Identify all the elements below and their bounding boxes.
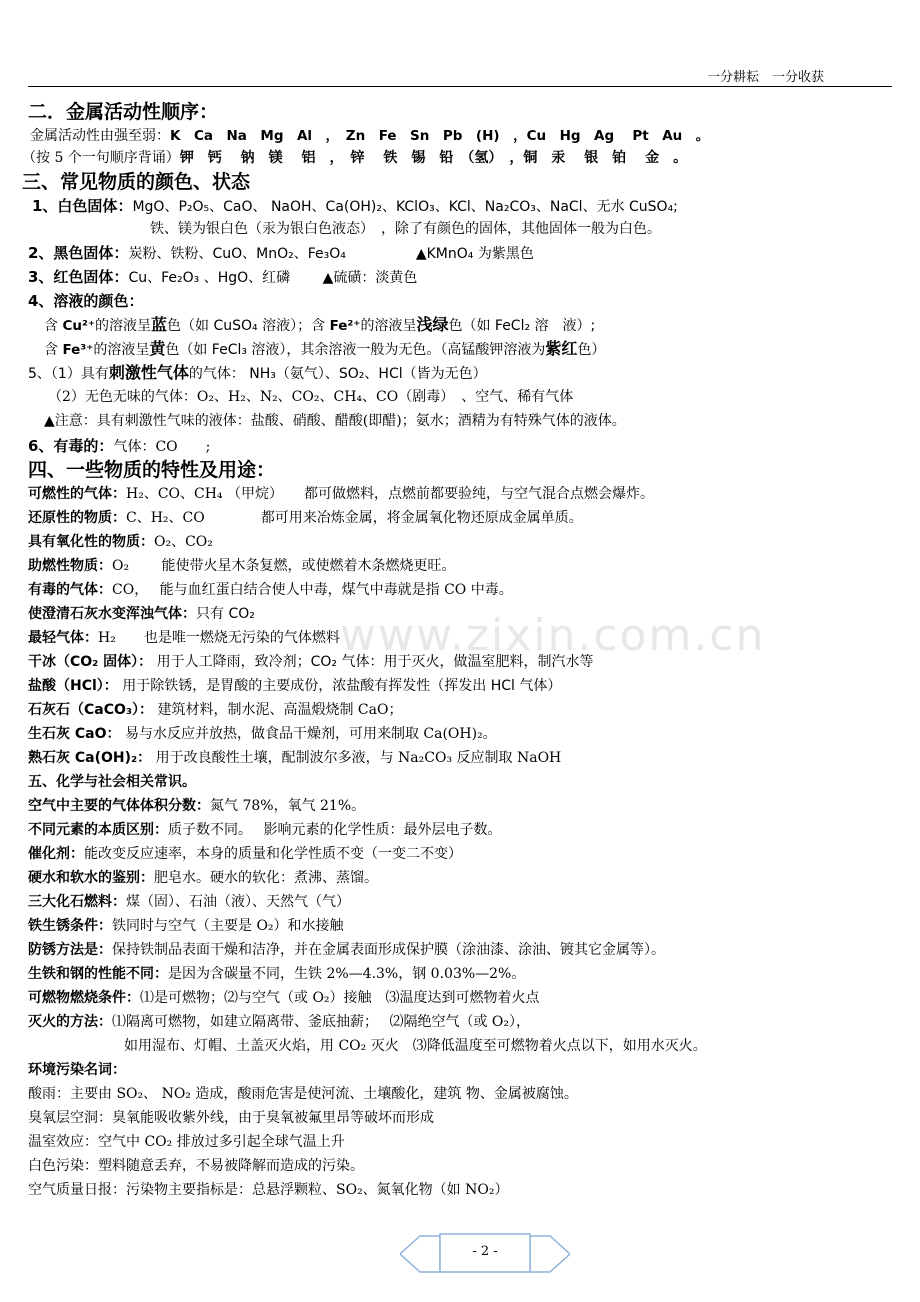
text-line: 五、化学与社会相关常识。 — [28, 774, 196, 790]
text-line: 环境污染名词： — [28, 1062, 126, 1078]
text-line: 石灰石（CaCO₃）： 建筑材料，制水泥、高温煅烧制 CaO； — [28, 702, 403, 718]
text-line: 最轻气体：H₂ 也是唯一燃烧无污染的气体燃料 — [28, 630, 340, 646]
text-line: 有毒的气体：CO， 能与血红蛋白结合使人中毒，煤气中毒就是指 CO 中毒。 — [28, 582, 513, 598]
text-line: 生铁和钢的性能不同：是因为含碳量不同，生铁 2%—4.3%，钢 0.03%—2%。 — [28, 966, 526, 982]
text-line: 防锈方法是：保持铁制品表面干燥和洁净，并在金属表面形成保护膜（涂油漆、涂油、镀其它金属等）。 — [28, 942, 665, 958]
text-line: 灭火的方法：⑴隔离可燃物，如建立隔离带、釜底抽薪； ⑵隔绝空气（或 O₂）， — [28, 1014, 530, 1030]
section-heading: 四、一些物质的特性及用途： — [28, 459, 276, 481]
text-line: 6、有毒的：气体：CO ; — [28, 437, 211, 455]
text-line: 臭氧层空洞：臭氧能吸收紫外线，由于臭氧被氟里昂等破坏而形成 — [28, 1110, 434, 1126]
text-line: 可燃性的气体：H₂、CO、CH₄ （甲烷） 都可做燃料，点燃前都要验纯，与空气混合点燃会爆炸。 — [28, 486, 654, 502]
text-line: 空气质量日报：污染物主要指标是：总悬浮颗粒、SO₂、氮氧化物（如 NO₂） — [28, 1182, 509, 1198]
text-line: 不同元素的本质区别：质子数不同。 影响元素的化学性质：最外层电子数。 — [28, 822, 502, 838]
text-line: 含 Fe³⁺的溶液呈黄色（如 FeCl₃ 溶液），其余溶液一般为无色。（高锰酸钾溶液为紫红色） — [44, 339, 606, 358]
text-line: 盐酸（HCl）： 用于除铁锈，是胃酸的主要成份，浓盐酸有挥发性（挥发出 HCl 气体） — [28, 678, 562, 694]
text-line: 含 Cu²⁺的溶液呈蓝色（如 CuSO₄ 溶液）；含 Fe²⁺的溶液呈浅绿色（如 FeCl₂ 溶 液）; — [44, 315, 596, 334]
section-heading: 三、常见物质的颜色、状态 — [22, 171, 251, 193]
section-heading: 二．金属活动性顺序： — [28, 101, 219, 123]
page-number: - 2 - — [472, 1244, 498, 1259]
text-line: 三大化石燃料：煤（固）、石油（液）、天然气（气） — [28, 894, 350, 910]
page-number-banner — [400, 1230, 570, 1276]
text-line: 4、溶液的颜色： — [28, 292, 144, 310]
text-line: 使澄清石灰水变浑浊气体：只有 CO₂ — [28, 606, 255, 622]
text-line: （按 5 个一句顺序背诵）钾 钙 钠 镁 铝 ， 锌 铁 锡 铅 （氢） ，铜 汞 银 铂 金 。 — [22, 150, 688, 166]
text-line: 金属活动性由强至弱：K Ca Na Mg Al ， Zn Fe Sn Pb (H) ，Cu Hg Ag Pt Au 。 — [30, 128, 710, 144]
header-motto: 一分耕耘 一分收获 — [706, 70, 824, 85]
text-line: 熟石灰 Ca(OH)₂： 用于改良酸性土壤，配制波尔多液，与 Na₂CO₃ 反应制取 NaOH — [28, 750, 562, 766]
text-line: 干冰（CO₂ 固体）： 用于人工降雨，致冷剂；CO₂ 气体：用于灭火，做温室肥料，制汽水等 — [28, 654, 594, 670]
text-line: 2、黑色固体：炭粉、铁粉、CuO、MnO₂、Fe₃O₄ ▲KMnO₄ 为紫黑色 — [28, 244, 534, 262]
watermark: www.zixin.com.cn — [340, 610, 766, 661]
text-line: 还原性的物质：C、H₂、CO 都可用来冶炼金属，将金属氧化物还原成金属单质。 — [28, 510, 583, 526]
text-line: 3、红色固体：Cu、Fe₂O₃ 、HgO、红磷 ▲硫磺：淡黄色 — [28, 268, 418, 286]
text-line: 硬水和软水的鉴别：肥皂水。硬水的软化：煮沸、蒸馏。 — [28, 870, 378, 886]
text-line: （2）无色无味的气体：O₂、H₂、N₂、CO₂、CH₄、CO（剧毒） 、空气、稀有气体 — [48, 389, 574, 405]
text-line: 可燃物燃烧条件：⑴是可燃物；⑵与空气（或 O₂）接触 ⑶温度达到可燃物着火点 — [28, 990, 540, 1006]
text-line: 铁生锈条件：铁同时与空气（主要是 O₂）和水接触 — [28, 918, 344, 934]
text-line: 如用湿布、灯帽、土盖灭火焰，用 CO₂ 灭火 ⑶降低温度至可燃物着火点以下，如用水灭火。 — [124, 1038, 707, 1054]
header-rule — [28, 86, 892, 87]
text-line: 助燃性物质：O₂ 能使带火星木条复燃，或使燃着木条燃烧更旺。 — [28, 558, 456, 574]
text-line: 温室效应：空气中 CO₂ 排放过多引起全球气温上升 — [28, 1134, 345, 1150]
text-line: 5、（1）具有刺激性气体的气体： NH₃（氨气）、SO₂、HCl（皆为无色） — [28, 363, 487, 382]
text-line: ▲注意：具有刺激性气味的液体：盐酸、硝酸、醋酸(即醋)；氨水；酒精为有特殊气体的液体。 — [44, 413, 626, 429]
text-line: 空气中主要的气体体积分数：氮气 78%，氧气 21%。 — [28, 798, 366, 814]
text-line: 催化剂：能改变反应速率，本身的质量和化学性质不变（一变二不变） — [28, 846, 462, 862]
text-line: 酸雨：主要由 SO₂、 NO₂ 造成，酸雨危害是使河流、土壤酸化，建筑 物、金属被腐蚀。 — [28, 1086, 578, 1102]
text-line: 具有氧化性的物质：O₂、CO₂ — [28, 534, 213, 550]
text-line: 1、白色固体：MgO、P₂O₅、CaO、 NaOH、Ca(OH)₂、KClO₃、KCl、Na₂CO₃、NaCl、无水 CuSO₄; — [32, 197, 678, 215]
text-line: 铁、镁为银白色（汞为银白色液态） ，除了有颜色的固体，其他固体一般为白色。 — [150, 221, 661, 237]
text-line: 白色污染：塑料随意丢弃，不易被降解而造成的污染。 — [28, 1158, 364, 1174]
text-line: 生石灰 CaO： 易与水反应并放热，做食品干燥剂，可用来制取 Ca(OH)₂。 — [28, 726, 497, 742]
